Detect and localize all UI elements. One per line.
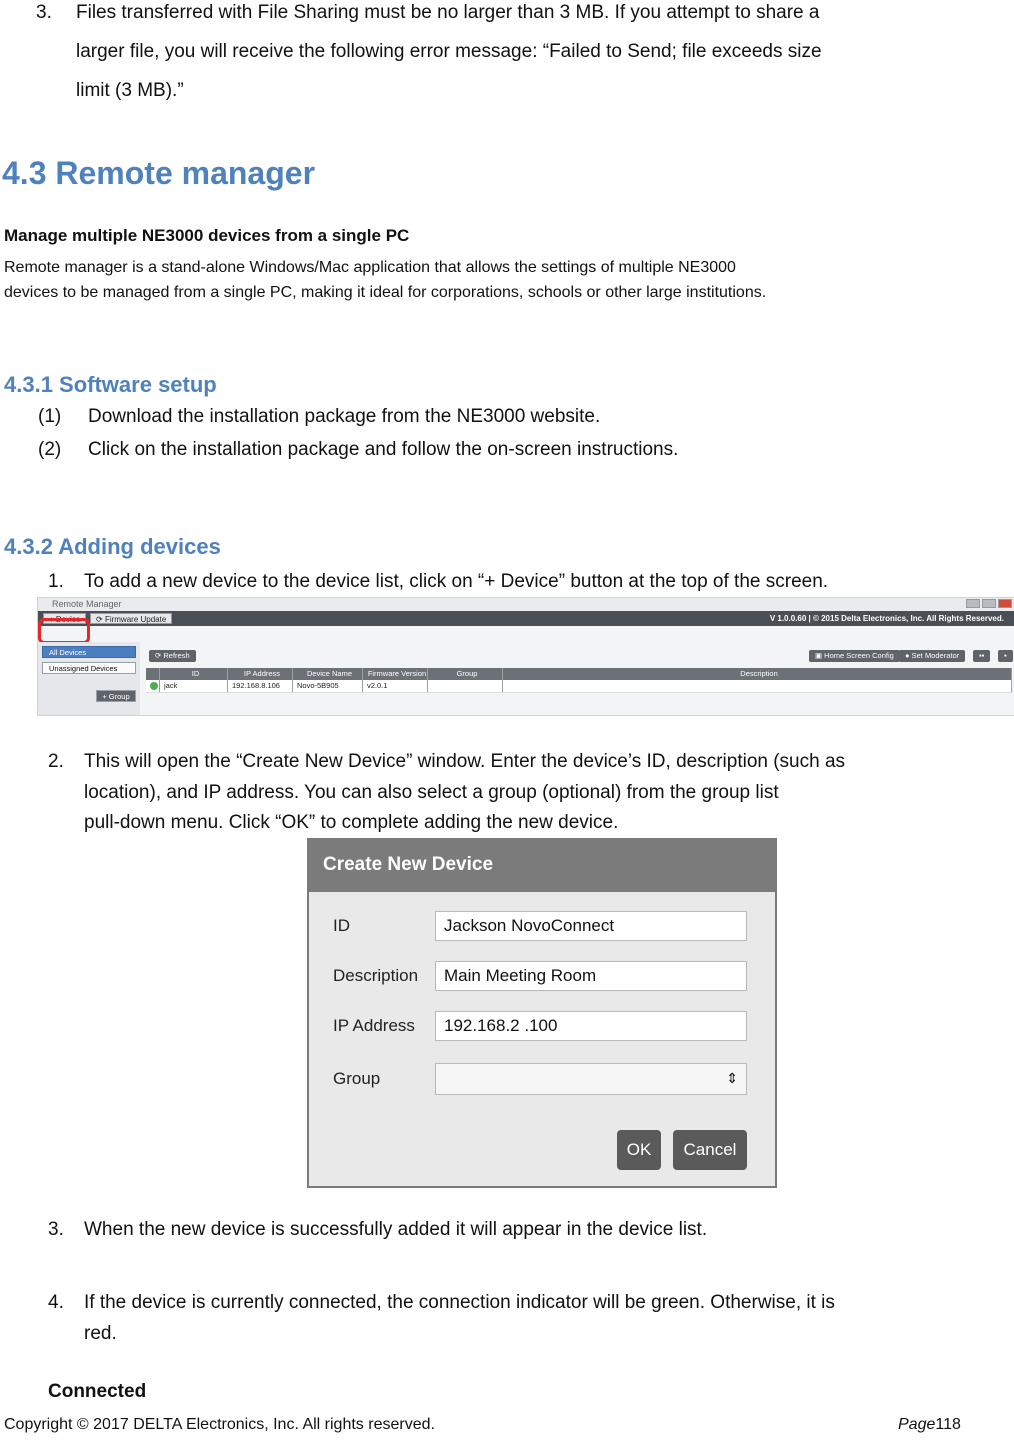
- section-heading: 4.3 Remote manager: [2, 155, 316, 191]
- table-row[interactable]: [146, 680, 1012, 693]
- step-number: (1): [38, 406, 62, 427]
- device-table: [146, 668, 1012, 693]
- cell-device-name: Novo-5B905: [293, 680, 363, 692]
- refresh-button[interactable]: ⟳ Refresh: [149, 650, 196, 662]
- window-controls: [966, 599, 1012, 608]
- home-screen-config-label: Home Screen Config: [824, 651, 894, 660]
- intro-line-3: limit (3 MB).”: [76, 80, 184, 101]
- connected-heading: Connected: [48, 1381, 147, 1402]
- footer-copyright: Copyright © 2017 DELTA Electronics, Inc. All rights reserved.: [4, 1416, 435, 1433]
- subsection-heading-adding: 4.3.2 Adding devices: [4, 534, 221, 559]
- adding-step-3: [48, 1219, 707, 1241]
- description-field[interactable]: Main Meeting Room: [435, 961, 747, 991]
- step-number: (2): [38, 439, 62, 460]
- set-moderator-label: Set Moderator: [911, 651, 960, 660]
- section-desc-line-2: devices to be managed from a single PC, making it ideal for corporations, schools or other large institutions.: [4, 284, 767, 301]
- step-number: 3.: [48, 1219, 64, 1240]
- page-number: 118: [935, 1416, 961, 1433]
- remote-manager-screenshot: [37, 597, 1014, 716]
- list-number: 3.: [36, 2, 52, 23]
- step-text: Click on the installation package and follow the on-screen instructions.: [88, 439, 679, 460]
- adding-step-1: [48, 571, 828, 593]
- set-moderator-button[interactable]: ● Set Moderator: [899, 650, 965, 662]
- page-label: Page: [898, 1416, 936, 1433]
- ip-address-label: IP Address: [333, 1016, 415, 1035]
- subsection-heading-setup: 4.3.1 Software setup: [4, 372, 217, 397]
- description-label: Description: [333, 966, 419, 985]
- col-firmware[interactable]: Firmware Version: [363, 668, 428, 680]
- step-text: Download the installation package from the NE3000 website.: [88, 406, 601, 427]
- home-screen-config-button[interactable]: ▣ Home Screen Config: [809, 650, 900, 662]
- sidebar-item-all-devices[interactable]: All Devices: [42, 646, 136, 658]
- minimize-icon[interactable]: [966, 599, 980, 608]
- table-header: [146, 668, 1012, 680]
- highlight-box: [38, 618, 90, 644]
- add-device-button[interactable]: + Device: [43, 613, 86, 624]
- step-4-line-2: red.: [84, 1323, 117, 1344]
- step-text: To add a new device to the device list, click on “+ Device” button at the top of the screen.: [84, 571, 829, 592]
- col-id[interactable]: ID: [160, 668, 228, 680]
- step-2-line-2: location), and IP address. You can also select a group (optional) from the group list: [84, 782, 779, 803]
- group-select[interactable]: [435, 1063, 747, 1095]
- firmware-update-label: Firmware Update: [104, 615, 167, 624]
- footer-page-number: [898, 1416, 961, 1434]
- setup-step-2: [38, 439, 678, 461]
- create-device-dialog: [307, 838, 777, 1188]
- step-text: When the new device is successfully added it will appear in the device list.: [84, 1219, 708, 1240]
- section-subtitle: Manage multiple NE3000 devices from a single PC: [4, 226, 410, 245]
- intro-list-item: [36, 2, 819, 24]
- id-field[interactable]: Jackson NovoConnect: [435, 911, 747, 941]
- ip-address-field[interactable]: 192.168.2 .100: [435, 1011, 747, 1041]
- adding-step-4: [48, 1292, 835, 1314]
- col-device-name[interactable]: Device Name: [293, 668, 363, 680]
- cell-firmware: v2.0.1: [363, 680, 428, 692]
- top-toolbar: [38, 611, 1014, 626]
- close-icon[interactable]: [998, 599, 1012, 608]
- intro-line-2: larger file, you will receive the following error message: “Failed to Send; file exceeds size: [76, 41, 822, 62]
- cell-ip: 192.168.8.106: [228, 680, 293, 692]
- step-number: 4.: [48, 1292, 64, 1313]
- list-toolbar: [146, 650, 1014, 666]
- dialog-title: Create New Device: [307, 838, 777, 892]
- adding-step-2: [48, 751, 845, 773]
- step-number: 1.: [48, 571, 64, 592]
- refresh-label: Refresh: [163, 651, 190, 660]
- window-titlebar: [38, 598, 1014, 611]
- col-status: [146, 668, 160, 680]
- sidebar-item-unassigned[interactable]: Unassigned Devices: [42, 662, 136, 674]
- col-group[interactable]: Group: [428, 668, 503, 680]
- tool-icon-2[interactable]: ▪: [998, 650, 1013, 662]
- setup-step-1: [38, 406, 600, 428]
- connected-dot-icon: [150, 682, 158, 690]
- step-2-line-3: pull-down menu. Click “OK” to complete adding the new device.: [84, 812, 619, 833]
- step-number: 2.: [48, 751, 64, 772]
- col-description[interactable]: Description: [503, 668, 1012, 680]
- ok-button[interactable]: OK: [617, 1130, 661, 1170]
- firmware-update-button[interactable]: ⟳ Firmware Update: [90, 613, 172, 624]
- status-indicator: [146, 680, 160, 692]
- group-label: Group: [333, 1069, 381, 1088]
- step-text-line-1: This will open the “Create New Device” window. Enter the device’s ID, description (such as: [84, 751, 846, 772]
- version-text: V 1.0.0.60 | © 2015 Delta Electronics, Inc. All Rights Reserved.: [769, 614, 1004, 623]
- updown-icon: ⇕: [726, 1070, 738, 1086]
- step-text-line-1: If the device is currently connected, the connection indicator will be green. Otherwise, it is: [84, 1292, 835, 1313]
- sidebar: [38, 642, 140, 716]
- cell-group: [428, 680, 503, 692]
- tool-icon-1[interactable]: ▪▪: [973, 650, 990, 662]
- cancel-button[interactable]: Cancel: [673, 1130, 747, 1170]
- id-label: ID: [333, 916, 350, 935]
- col-ip[interactable]: IP Address: [228, 668, 293, 680]
- section-desc-line-1: Remote manager is a stand-alone Windows/Mac application that allows the settings of multiple NE3000: [4, 259, 736, 276]
- window-title: Remote Manager: [52, 599, 122, 609]
- cell-id: jack: [160, 680, 228, 692]
- maximize-icon[interactable]: [982, 599, 996, 608]
- add-group-button[interactable]: + Group: [96, 690, 136, 702]
- intro-line-1: Files transferred with File Sharing must be no larger than 3 MB. If you attempt to share a: [76, 2, 820, 23]
- cell-description: [503, 680, 1012, 692]
